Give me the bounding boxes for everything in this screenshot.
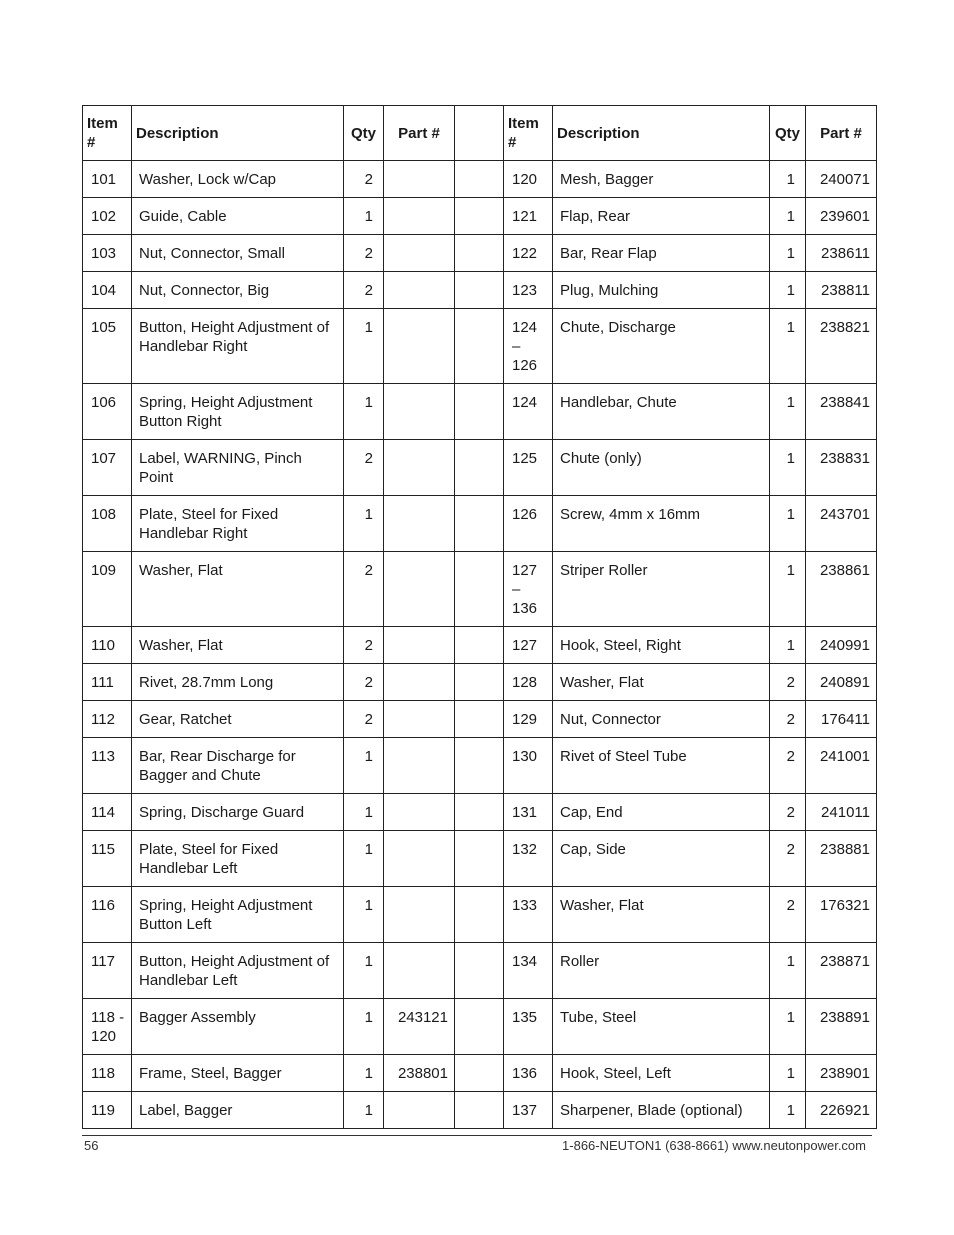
part-number-cell (384, 272, 455, 309)
description-cell: Spring, Discharge Guard (132, 794, 344, 831)
item-number-cell: 109 (83, 552, 132, 627)
spacer-cell-cell (455, 887, 504, 943)
quantity-cell: 2 (770, 701, 806, 738)
table-row (83, 887, 877, 943)
description-cell: Spring, Height Adjustment Button Left (132, 887, 344, 943)
item-number-cell: 120 (504, 161, 553, 198)
description-cell: Washer, Lock w/Cap (132, 161, 344, 198)
quantity-cell: 1 (344, 1092, 384, 1129)
spacer-cell-cell (455, 794, 504, 831)
quantity-cell: 1 (344, 309, 384, 384)
description-cell: Chute, Discharge (553, 309, 770, 384)
spacer-cell-cell (455, 496, 504, 552)
description-cell: Frame, Steel, Bagger (132, 1055, 344, 1092)
spacer-cell-cell (455, 272, 504, 309)
item-number-cell: 117 (83, 943, 132, 999)
quantity-cell: 1 (770, 384, 806, 440)
quantity-cell: 2 (770, 664, 806, 701)
table-row (83, 272, 877, 309)
part-number-cell: 238811 (806, 272, 877, 309)
quantity-cell: 1 (344, 887, 384, 943)
description-cell: Flap, Rear (553, 198, 770, 235)
spacer-cell-cell (455, 1092, 504, 1129)
part-number-cell (384, 384, 455, 440)
description-cell: Button, Height Adjustment of Handlebar Right (132, 309, 344, 384)
quantity-cell: 2 (344, 272, 384, 309)
description-cell: Nut, Connector, Small (132, 235, 344, 272)
table-row (83, 1055, 877, 1092)
description-cell: Button, Height Adjustment of Handlebar Left (132, 943, 344, 999)
quantity-cell: 2 (770, 738, 806, 794)
table-row (83, 440, 877, 496)
quantity-cell: 1 (344, 943, 384, 999)
part-number-cell (384, 1092, 455, 1129)
part-number-cell (384, 943, 455, 999)
table-row (83, 235, 877, 272)
table-row (83, 552, 877, 627)
item-number-cell: 111 (83, 664, 132, 701)
part-number-cell: 238831 (806, 440, 877, 496)
quantity-cell: 1 (344, 1055, 384, 1092)
part-number-cell: 238881 (806, 831, 877, 887)
description-cell: Plate, Steel for Fixed Handlebar Right (132, 496, 344, 552)
part-number-cell (384, 887, 455, 943)
description-cell: Cap, Side (553, 831, 770, 887)
spacer-cell-cell (455, 1055, 504, 1092)
spacer-cell-cell (455, 831, 504, 887)
table-row (83, 496, 877, 552)
part-number-cell (384, 161, 455, 198)
description-cell: Washer, Flat (132, 552, 344, 627)
item-number-cell: 110 (83, 627, 132, 664)
item-number-cell: 132 (504, 831, 553, 887)
spacer-cell-cell (455, 627, 504, 664)
spacer-column (455, 106, 504, 161)
quantity-cell: 2 (770, 831, 806, 887)
table-row (83, 198, 877, 235)
part-number-cell (384, 496, 455, 552)
spacer-cell-cell (455, 701, 504, 738)
table-row (83, 384, 877, 440)
description-cell: Rivet of Steel Tube (553, 738, 770, 794)
item-number-cell: 112 (83, 701, 132, 738)
quantity-cell: 2 (344, 440, 384, 496)
description-cell: Sharpener, Blade (optional) (553, 1092, 770, 1129)
quantity-cell: 1 (770, 1092, 806, 1129)
table-row (83, 1092, 877, 1129)
quantity-cell: 1 (770, 235, 806, 272)
spacer-cell-cell (455, 943, 504, 999)
item-number-cell: 124 (504, 384, 553, 440)
item-number-cell: 131 (504, 794, 553, 831)
table-row (83, 831, 877, 887)
table-row (83, 701, 877, 738)
item-number-cell: 137 (504, 1092, 553, 1129)
quantity-cell: 1 (770, 1055, 806, 1092)
parts-table-body (83, 161, 877, 1129)
description-cell: Plate, Steel for Fixed Handlebar Left (132, 831, 344, 887)
description-cell: Washer, Flat (553, 664, 770, 701)
item-number-cell: 119 (83, 1092, 132, 1129)
part-number-cell: 241011 (806, 794, 877, 831)
spacer-cell-cell (455, 161, 504, 198)
part-number-cell (384, 552, 455, 627)
part-number-cell: 176321 (806, 887, 877, 943)
description-cell: Hook, Steel, Left (553, 1055, 770, 1092)
description-cell: Guide, Cable (132, 198, 344, 235)
header-part-right: Part # (806, 106, 877, 161)
item-number-cell: 128 (504, 664, 553, 701)
item-number-cell: 122 (504, 235, 553, 272)
item-number-cell: 135 (504, 999, 553, 1055)
quantity-cell: 1 (770, 552, 806, 627)
spacer-cell-cell (455, 309, 504, 384)
item-number-cell: 105 (83, 309, 132, 384)
item-number-cell: 115 (83, 831, 132, 887)
part-number-cell: 243121 (384, 999, 455, 1055)
part-number-cell: 243701 (806, 496, 877, 552)
page-number: 56 (84, 1138, 99, 1153)
item-number-cell: 116 (83, 887, 132, 943)
description-cell: Mesh, Bagger (553, 161, 770, 198)
part-number-cell: 238841 (806, 384, 877, 440)
quantity-cell: 1 (770, 496, 806, 552)
table-row (83, 664, 877, 701)
description-cell: Plug, Mulching (553, 272, 770, 309)
part-number-cell (384, 664, 455, 701)
description-cell: Screw, 4mm x 16mm (553, 496, 770, 552)
header-qty-right: Qty (770, 106, 806, 161)
header-item-left: Item # (83, 106, 132, 161)
quantity-cell: 1 (344, 831, 384, 887)
part-number-cell: 238871 (806, 943, 877, 999)
spacer-cell-cell (455, 440, 504, 496)
quantity-cell: 1 (344, 496, 384, 552)
quantity-cell: 2 (344, 161, 384, 198)
spacer-cell-cell (455, 198, 504, 235)
item-number-cell: 133 (504, 887, 553, 943)
quantity-cell: 1 (770, 999, 806, 1055)
part-number-cell (384, 831, 455, 887)
quantity-cell: 1 (344, 999, 384, 1055)
quantity-cell: 1 (770, 198, 806, 235)
item-number-cell: 104 (83, 272, 132, 309)
quantity-cell: 2 (344, 627, 384, 664)
description-cell: Spring, Height Adjustment Button Right (132, 384, 344, 440)
description-cell: Handlebar, Chute (553, 384, 770, 440)
table-header-row (83, 106, 877, 161)
table-row (83, 999, 877, 1055)
part-number-cell: 238891 (806, 999, 877, 1055)
part-number-cell: 238801 (384, 1055, 455, 1092)
quantity-cell: 1 (770, 943, 806, 999)
item-number-cell: 108 (83, 496, 132, 552)
description-cell: Bagger Assembly (132, 999, 344, 1055)
item-number-cell: 123 (504, 272, 553, 309)
description-cell: Nut, Connector, Big (132, 272, 344, 309)
description-cell: Washer, Flat (132, 627, 344, 664)
part-number-cell: 239601 (806, 198, 877, 235)
quantity-cell: 1 (770, 272, 806, 309)
item-number-cell: 113 (83, 738, 132, 794)
quantity-cell: 1 (770, 440, 806, 496)
part-number-cell: 238611 (806, 235, 877, 272)
quantity-cell: 1 (344, 198, 384, 235)
description-cell: Rivet, 28.7mm Long (132, 664, 344, 701)
description-cell: Bar, Rear Discharge for Bagger and Chute (132, 738, 344, 794)
item-number-cell: 114 (83, 794, 132, 831)
quantity-cell: 2 (770, 887, 806, 943)
part-number-cell: 176411 (806, 701, 877, 738)
header-item-right: Item # (504, 106, 553, 161)
item-number-cell: 126 (504, 496, 553, 552)
part-number-cell: 238901 (806, 1055, 877, 1092)
item-number-cell: 124 – 126 (504, 309, 553, 384)
part-number-cell (384, 738, 455, 794)
table-row (83, 943, 877, 999)
part-number-cell: 240071 (806, 161, 877, 198)
item-number-cell: 136 (504, 1055, 553, 1092)
part-number-cell (384, 701, 455, 738)
item-number-cell: 118 (83, 1055, 132, 1092)
quantity-cell: 1 (344, 384, 384, 440)
quantity-cell: 2 (344, 701, 384, 738)
item-number-cell: 103 (83, 235, 132, 272)
description-cell: Cap, End (553, 794, 770, 831)
item-number-cell: 130 (504, 738, 553, 794)
part-number-cell: 240891 (806, 664, 877, 701)
quantity-cell: 1 (770, 161, 806, 198)
spacer-cell-cell (455, 552, 504, 627)
header-qty-left: Qty (344, 106, 384, 161)
parts-table (82, 105, 877, 1129)
quantity-cell: 1 (770, 309, 806, 384)
item-number-cell: 101 (83, 161, 132, 198)
footer-contact: 1-866-NEUTON1 (638-8661) www.neutonpower.com (562, 1138, 866, 1153)
part-number-cell: 241001 (806, 738, 877, 794)
footer-divider (82, 1135, 872, 1136)
description-cell: Chute (only) (553, 440, 770, 496)
part-number-cell (384, 440, 455, 496)
quantity-cell: 1 (770, 627, 806, 664)
quantity-cell: 1 (344, 794, 384, 831)
table-row (83, 627, 877, 664)
part-number-cell (384, 198, 455, 235)
description-cell: Hook, Steel, Right (553, 627, 770, 664)
quantity-cell: 2 (344, 552, 384, 627)
header-description-right: Description (553, 106, 770, 161)
description-cell: Label, Bagger (132, 1092, 344, 1129)
part-number-cell (384, 627, 455, 664)
quantity-cell: 2 (344, 235, 384, 272)
description-cell: Striper Roller (553, 552, 770, 627)
header-description-left: Description (132, 106, 344, 161)
part-number-cell (384, 309, 455, 384)
part-number-cell: 238861 (806, 552, 877, 627)
item-number-cell: 134 (504, 943, 553, 999)
part-number-cell (384, 235, 455, 272)
spacer-cell-cell (455, 999, 504, 1055)
description-cell: Bar, Rear Flap (553, 235, 770, 272)
part-number-cell: 240991 (806, 627, 877, 664)
description-cell: Roller (553, 943, 770, 999)
part-number-cell: 226921 (806, 1092, 877, 1129)
item-number-cell: 121 (504, 198, 553, 235)
item-number-cell: 125 (504, 440, 553, 496)
item-number-cell: 107 (83, 440, 132, 496)
item-number-cell: 127 (504, 627, 553, 664)
quantity-cell: 2 (770, 794, 806, 831)
description-cell: Nut, Connector (553, 701, 770, 738)
description-cell: Washer, Flat (553, 887, 770, 943)
item-number-cell: 102 (83, 198, 132, 235)
item-number-cell: 106 (83, 384, 132, 440)
item-number-cell: 127 – 136 (504, 552, 553, 627)
description-cell: Gear, Ratchet (132, 701, 344, 738)
part-number-cell (384, 794, 455, 831)
table-row (83, 309, 877, 384)
table-row (83, 161, 877, 198)
description-cell: Tube, Steel (553, 999, 770, 1055)
description-cell: Label, WARNING, Pinch Point (132, 440, 344, 496)
header-part-left: Part # (384, 106, 455, 161)
quantity-cell: 2 (344, 664, 384, 701)
part-number-cell: 238821 (806, 309, 877, 384)
item-number-cell: 118 - 120 (83, 999, 132, 1055)
spacer-cell-cell (455, 384, 504, 440)
item-number-cell: 129 (504, 701, 553, 738)
spacer-cell-cell (455, 235, 504, 272)
spacer-cell-cell (455, 738, 504, 794)
table-row (83, 738, 877, 794)
table-row (83, 794, 877, 831)
spacer-cell-cell (455, 664, 504, 701)
quantity-cell: 1 (344, 738, 384, 794)
